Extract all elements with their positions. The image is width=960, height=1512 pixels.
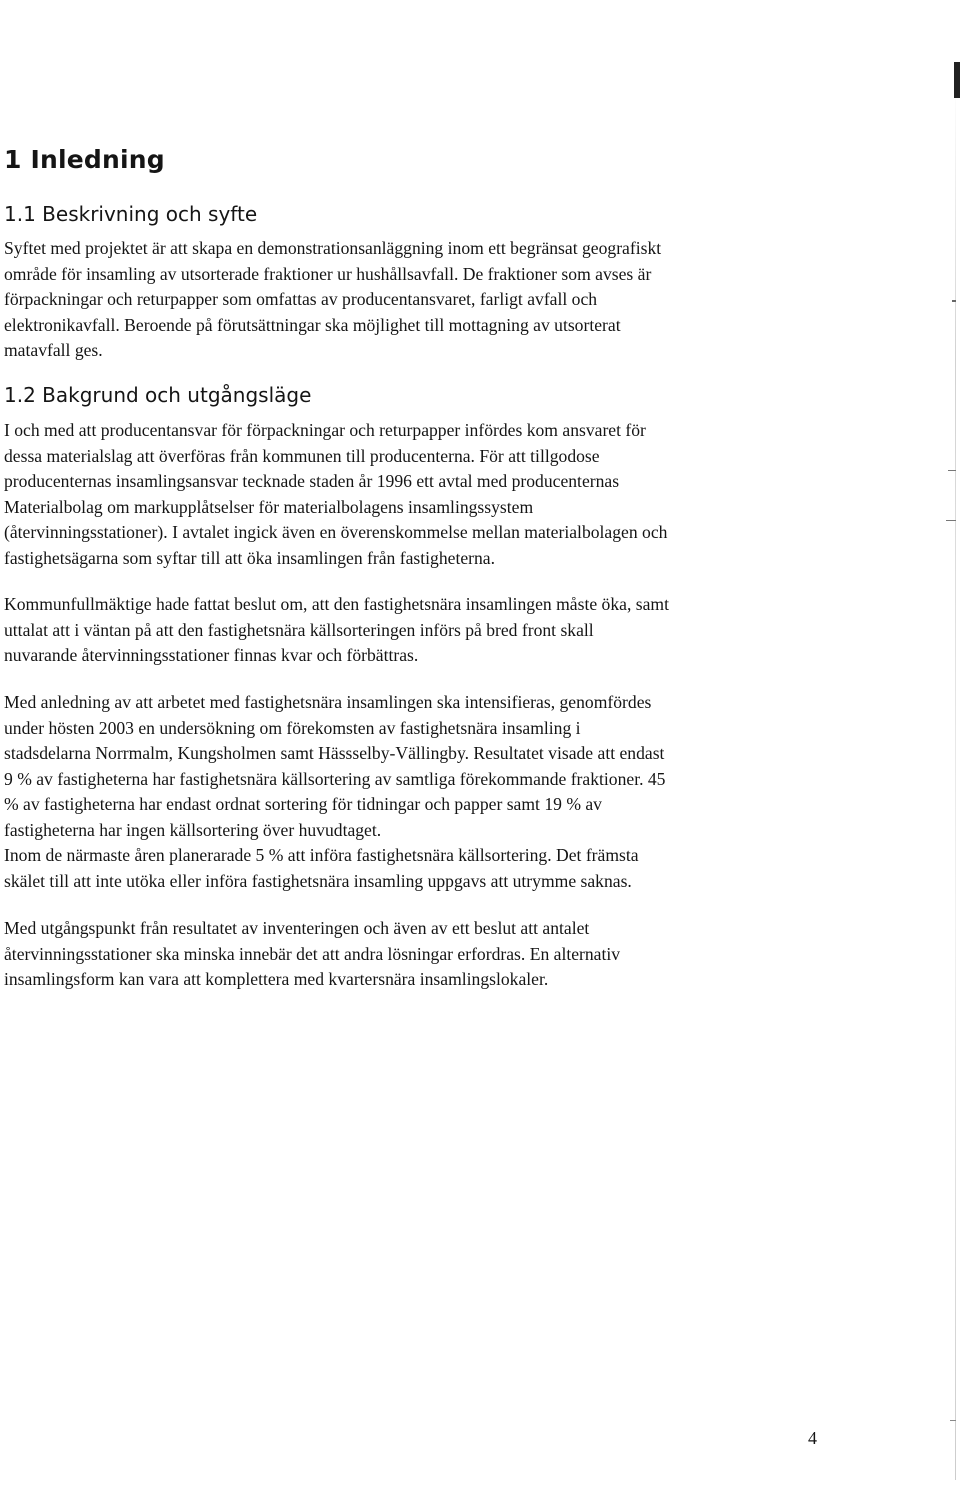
text-line: Inom de närmaste åren planerarade 5 % att införa fastighetsnära källsortering. Det främsta (4, 845, 639, 865)
text-line: återvinningsstationer ska minska innebär det att andra lösningar erfordras. En alternativ (4, 943, 621, 964)
text-line: stadsdelarna Norrmalm, Kungsholmen samt Hässselby-Vällingby. Resultatet visade att endast (4, 743, 665, 763)
text-line: skälet till att inte utöka eller införa fastighetsnära insamling uppgavs att utrymme saknas. (4, 870, 632, 891)
text-line: (återvinningsstationer). I avtalet ingick även en överenskommelse mellan materialbolagen och (4, 522, 668, 542)
text-line: % av fastigheterna har endast ordnat sortering för tidningar och papper samt 19 % av (4, 794, 602, 814)
text-line: insamlingsform kan vara att komplettera med kvartersnära insamlingslokaler. (4, 969, 549, 989)
text-line: förpackningar och returpapper som omfattas av producentansvaret, farligt avfall och (4, 289, 598, 309)
chapter-heading: 1 Inledning (4, 145, 165, 174)
text-line: I och med att producentansvar för förpackningar och returpapper infördes kom ansvaret för (4, 420, 646, 440)
text-line: fastigheterna har ingen källsortering över huvudtaget. (4, 819, 382, 840)
text-line: producenternas insamlingsansvar tecknade staden år 1996 ett avtal med producenternas (4, 471, 620, 491)
paragraph-bakgrund-4 (4, 916, 834, 993)
paragraph-bakgrund-1 (4, 418, 834, 571)
text-line: Syftet med projektet är att skapa en demonstrationsanläggning inom ett begränsat geografiskt (4, 238, 662, 258)
text-line: Kommunfullmäktige hade fattat beslut om, att den fastighetsnära insamlingen måste öka, samt (4, 594, 669, 614)
section-heading-1-1: 1.1 Beskrivning och syfte (4, 202, 258, 226)
text-line: elektronikavfall. Beroende på förutsättningar ska möjlighet till mottagning av utsorterat (4, 314, 621, 335)
text-line: fastighetsägarna som syftar till att öka insamlingen från fastigheterna. (4, 547, 496, 568)
text-line: uttalat att i väntan på att den fastighetsnära källsorteringen införs på bred front skall (4, 619, 594, 640)
text-line: 9 % av fastigheterna har fastighetsnära källsortering av samtliga förekommande fraktioner. 45 (4, 768, 666, 789)
scan-edge-artifacts (938, 40, 960, 1500)
paragraph-bakgrund-2 (4, 592, 834, 669)
text-line: nuvarande återvinningsstationer finnas kvar och förbättras. (4, 645, 419, 665)
text-line: dessa materialslag att överföras från kommunen till producenterna. För att tillgodose (4, 445, 600, 466)
paragraph-syfte (4, 236, 834, 364)
section-heading-1-2: 1.2 Bakgrund och utgångsläge (4, 383, 312, 407)
paragraph-bakgrund-3 (4, 690, 834, 894)
page-number: 4 (808, 1428, 817, 1448)
text-line: område för insamling av utsorterade fraktioner ur hushållsavfall. De fraktioner som avses är (4, 263, 652, 284)
text-line: under hösten 2003 en undersökning om förekomsten av fastighetsnära insamling i (4, 717, 581, 738)
text-line: Med utgångspunkt från resultatet av inventeringen och även av ett beslut att antalet (4, 918, 590, 938)
text-line: matavfall ges. (4, 340, 103, 360)
text-line: Med anledning av att arbetet med fastighetsnära insamlingen ska intensifieras, genomfördes (4, 692, 652, 712)
text-line: Materialbolag om markupplåtselser för materialbolagens insamlingssystem (4, 496, 534, 517)
